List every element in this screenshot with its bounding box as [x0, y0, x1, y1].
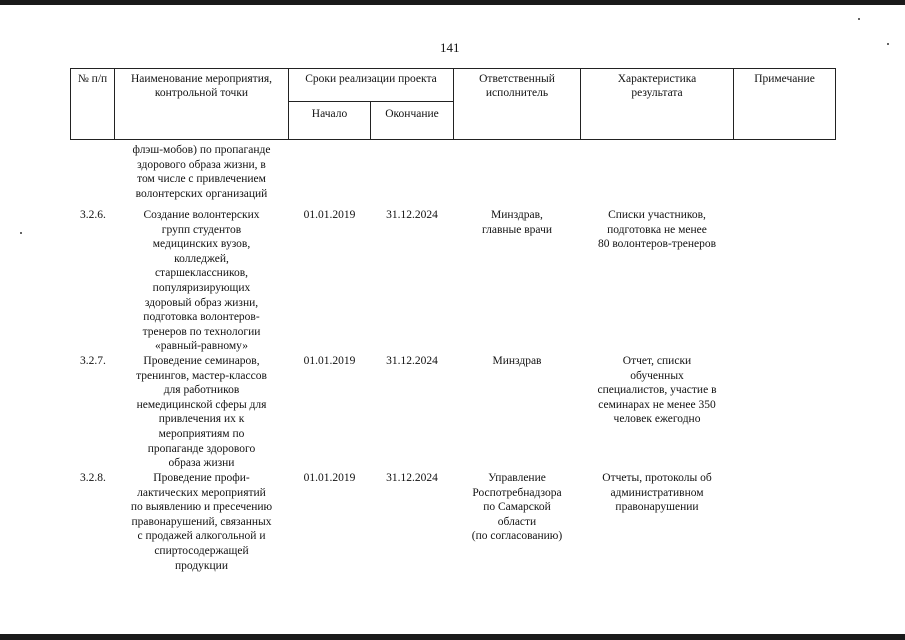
row-number: 3.2.8.	[80, 472, 106, 484]
header-col-end: Окончание	[385, 108, 439, 120]
page-number: 141	[440, 40, 460, 55]
row-name: Создание волонтерских групп студентов медицинских вузов, колледжей, старшеклассников, популяризирующих здоровый образ жизни, подготовка волонтеров- тренеров по технологии «равный-равному»	[142, 209, 261, 353]
row-name: Проведение профи- лактических мероприятий по выявлению и пресечению правонарушений, связанных с продажей алкогольной и спиртосодержащей продукции	[130, 472, 273, 572]
header-col-number: № п/п	[77, 73, 108, 85]
row-start-date: 01.01.2019	[303, 209, 356, 221]
scan-speck	[887, 43, 889, 45]
row-responsible: Минздрав, главные врачи	[481, 209, 553, 236]
row-result: Отчеты, протоколы об административном правонарушении	[602, 472, 712, 514]
row-end-date: 31.12.2024	[386, 355, 438, 367]
row-name: Проведение семинаров, тренингов, мастер-классов для работников немедицинской сферы для привлечения их к мероприятиям по пропаганде здорового образа жизни	[136, 355, 267, 470]
row-start-date: 01.01.2019	[303, 355, 356, 367]
header-col-result: Характеристика результата	[617, 73, 697, 99]
header-col-responsible: Ответственный исполнитель	[479, 73, 555, 99]
row-number: 3.2.7.	[80, 355, 106, 367]
continuation-name: флэш-мобов) по пропаганде здорового образа жизни, в том числе с привлечением волонтерских организаций	[132, 144, 271, 200]
row-end-date: 31.12.2024	[386, 209, 438, 221]
row-responsible: Минздрав	[492, 355, 542, 367]
header-col-note: Примечание	[754, 73, 815, 85]
header-col-terms: Сроки реализации проекта	[305, 73, 437, 85]
scan-top-border	[0, 0, 905, 5]
row-responsible: Управление Роспотребнадзора по Самарской области (по согласованию)	[471, 472, 563, 543]
scan-speck	[20, 232, 22, 234]
header-col-start: Начало	[311, 108, 348, 120]
row-number: 3.2.6.	[80, 209, 106, 221]
row-end-date: 31.12.2024	[386, 472, 438, 484]
scan-bottom-border	[0, 634, 905, 640]
header-col-name: Наименование мероприятия, контрольной точки	[130, 73, 273, 99]
row-result: Списки участников, подготовка не менее 80 волонтеров-тренеров	[597, 209, 717, 251]
scan-speck	[858, 18, 860, 20]
col-border	[835, 68, 836, 140]
row-result: Отчет, списки обученных специалистов, участие в семинарах не менее 350 человек ежегодно	[597, 355, 717, 426]
row-start-date: 01.01.2019	[303, 472, 356, 484]
